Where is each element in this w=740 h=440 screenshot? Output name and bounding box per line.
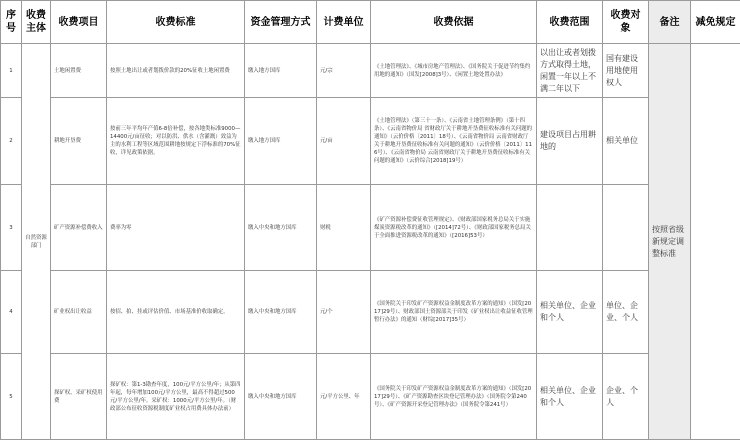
- header-target: 收费对象: [603, 1, 649, 44]
- row-no: 1: [1, 44, 22, 98]
- header-row: [1, 1, 740, 44]
- row-standard: 探矿权：第1-3勘查年度，100元/平方公里/年；从第四年起，每年增加100元/平方公里，最高不得超过500元/平方公里/年。采矿权：1000元/平方公里/年。（财政部公布征收资源税制度矿业权占用费具体办法前）: [107, 354, 245, 440]
- row-standard: 按前三年平均年产值6-8倍补偿，按各地类标准9000—14400元/亩征收；对以防洪、供水（含灌溉）效益为主的水利工程等区域范围耕地按规定下浮标准的70%征收，详见政策依据。: [107, 98, 245, 185]
- row-standard: 费率为零: [107, 185, 245, 271]
- row-scope: 建设项目占用耕地的: [537, 98, 603, 185]
- row-unit: 元/亩: [317, 98, 371, 185]
- row-no: 3: [1, 185, 22, 271]
- row-standard: 按招、拍、挂或评估价值、市场基准价收取确定。: [107, 271, 245, 354]
- agency-cell: 自然资源部门: [22, 44, 51, 440]
- table-row: [1, 354, 740, 440]
- row-standard: 按照土地出让或者划拨价款的20%征收土地闲置费: [107, 44, 245, 98]
- row-no: 5: [1, 354, 22, 440]
- row-scope: 相关单位、企业和个人: [537, 354, 603, 440]
- header-item: 收费项目: [51, 1, 107, 44]
- row-item: 矿产资源补偿费收入: [51, 185, 107, 271]
- row-unit: 元/宗: [317, 44, 371, 98]
- row-fund: 缴入地方国库: [245, 44, 317, 98]
- table-row: [1, 185, 740, 271]
- row-fund: 缴入中央和地方国库: [245, 185, 317, 271]
- row-item: 土地闲置费: [51, 44, 107, 98]
- remark-cell: 按照省级新规定调整标准: [649, 44, 691, 440]
- header-no: 序号: [1, 1, 22, 44]
- header-agency: 收费主体: [22, 1, 51, 44]
- row-item: 矿业权出让收益: [51, 271, 107, 354]
- table-row: [1, 98, 740, 185]
- row-item: 耕地开垦费: [51, 98, 107, 185]
- table-row: [1, 44, 740, 98]
- row-fund: 缴入中央和地方国库: [245, 271, 317, 354]
- row-target: [603, 185, 649, 271]
- row-basis: 《国务院关于印发矿产资源权益金制度改革方案的通知》（国发[2017]29号）、《矿产资源勘查区块登记管理办法》（国务院令第240号）、《矿产资源开采登记管理办法》（国务院令第241号）: [371, 354, 537, 440]
- row-scope: 相关单位、企业和个人: [537, 271, 603, 354]
- row-basis: 《土地管理法》（第三十一条）、《云南省土地管理条例》（第十四条）、《云南省物价局 省财政厅关于耕地开垦费征收标准有关问题的通知》（云价价格〔2011〕18号）、《云南省物价局 云南省财政厅关于耕地开垦费征收标准有关问题的通知》（云价价格〔2011〕116号）、《云南省物价局 云南省财政厅关于耕地开垦费征收标准有关问题的通知》（云价综合[2018]19号）: [371, 98, 537, 185]
- row-unit: 财税: [317, 185, 371, 271]
- header-standard: 收费标准: [107, 1, 245, 44]
- header-remark: 备注: [649, 1, 691, 44]
- row-fund: 缴入地方国库: [245, 98, 317, 185]
- header-basis: 收费依据: [371, 1, 537, 44]
- row-basis: 《矿产资源补偿费征收管理规定》、《财政部国家税务总局关于实施煤炭资源税改革的通知》（[2014]72号）、《财政部国家税务总局关于全面推进资源税改革的通知》（[2016]53号）: [371, 185, 537, 271]
- table-row: [1, 271, 740, 354]
- row-item: 探矿权、采矿权使用费: [51, 354, 107, 440]
- row-target: 相关单位: [603, 98, 649, 185]
- row-unit: 元/平方公里、年: [317, 354, 371, 440]
- row-target: 企业、个人: [603, 354, 649, 440]
- row-scope: 以出让或者划拨方式取得土地，闲置一年以上不满二年以下: [537, 44, 603, 98]
- row-no: 4: [1, 271, 22, 354]
- header-unit: 计费单位: [317, 1, 371, 44]
- row-basis: 《土地管理法》、《城市房地产管理法》、《国务院关于促进节约集约用地的通知》（国发[2008]3号）、《闲置土地处置办法》: [371, 44, 537, 98]
- header-exemption: 减免规定: [691, 1, 740, 44]
- exemption-cell: [691, 44, 740, 440]
- header-fund: 资金管理方式: [245, 1, 317, 44]
- header-scope: 收费范围: [537, 1, 603, 44]
- row-target: 国有建设用地使用权人: [603, 44, 649, 98]
- row-no: 2: [1, 98, 22, 185]
- row-fund: 缴入中央和地方国库: [245, 354, 317, 440]
- row-unit: 元/个: [317, 271, 371, 354]
- row-basis: 《国务院关于印发矿产资源权益金制度改革方案的通知》（国发[2017]29号）、财政部国土资源部关于印发《矿业权出让收益征收管理暂行办法》的通知（财综[2017]35号）: [371, 271, 537, 354]
- row-scope: [537, 185, 603, 271]
- row-target: 单位、企业、个人: [603, 271, 649, 354]
